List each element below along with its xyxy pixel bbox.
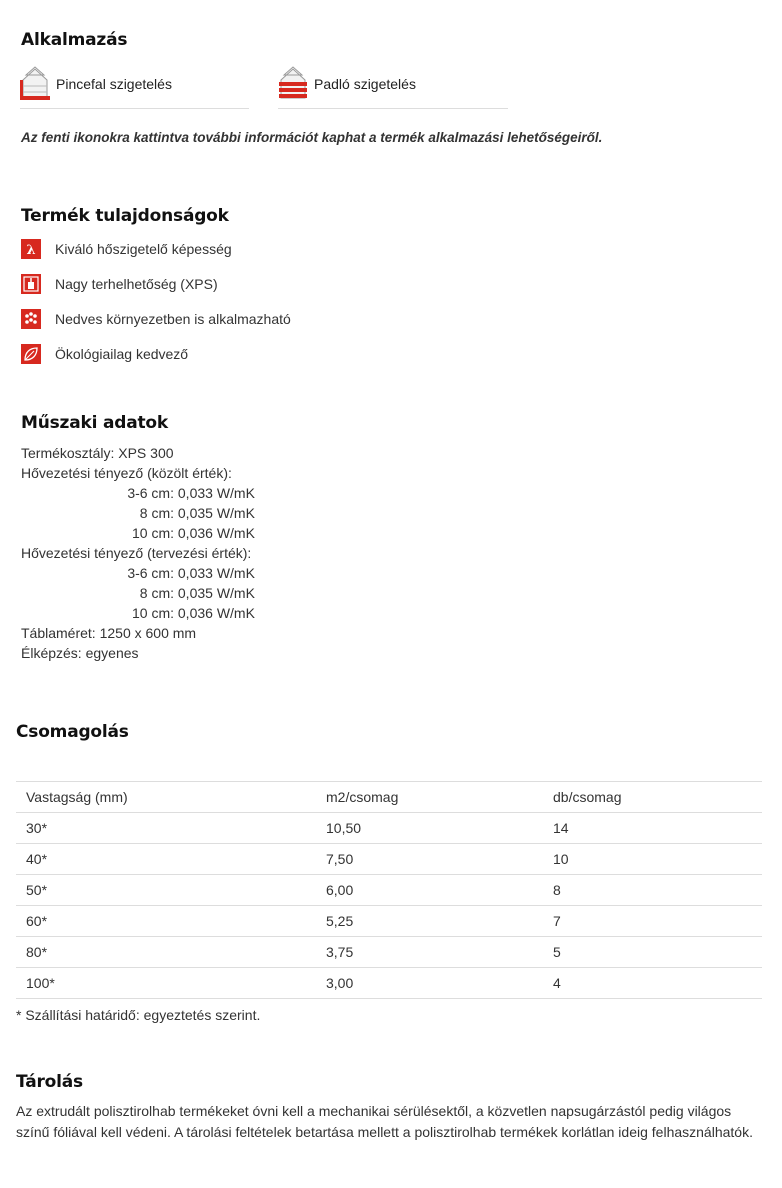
water-drops-icon (21, 309, 41, 329)
application-title: Alkalmazás (21, 30, 128, 50)
table-cell: 7,50 (316, 844, 543, 875)
application-item-label: Pincefal szigetelés (56, 76, 172, 92)
property-label: Nedves környezetben is alkalmazható (55, 311, 291, 327)
column-header: db/csomag (543, 782, 762, 813)
table-row (16, 937, 762, 968)
tech-row: Táblaméret: 1250 x 600 mm (21, 625, 197, 641)
technical-title: Műszaki adatok (21, 413, 168, 433)
tech-row (21, 523, 255, 543)
table-cell: 100* (16, 968, 316, 999)
leaf-icon (21, 344, 41, 364)
property-label: Nagy terhelhetőség (XPS) (55, 276, 218, 292)
properties-title: Termék tulajdonságok (21, 206, 229, 226)
technical-data (21, 443, 255, 663)
tech-value: 0,035 W/mK (174, 585, 255, 601)
tech-row (21, 583, 255, 603)
tech-key: 3-6 cm: (127, 565, 174, 581)
table-cell: 6,00 (316, 875, 543, 906)
tech-row (21, 483, 255, 503)
table-row (16, 875, 762, 906)
tech-value: 0,036 W/mK (174, 525, 255, 541)
floor-insulation-icon (278, 66, 308, 102)
table-cell: 3,00 (316, 968, 543, 999)
table-cell: 7 (543, 906, 762, 937)
tech-row: Termékosztály: XPS 300 (21, 445, 174, 461)
packaging-table (16, 781, 762, 999)
table-cell: 3,75 (316, 937, 543, 968)
tech-value: 0,033 W/mK (174, 565, 255, 581)
table-cell: 30* (16, 813, 316, 844)
basement-wall-insulation-icon (20, 66, 50, 102)
tech-value: 0,036 W/mK (174, 605, 255, 621)
table-cell: 5 (543, 937, 762, 968)
property-label: Kiváló hőszigetelő képesség (55, 241, 232, 257)
table-cell: 14 (543, 813, 762, 844)
table-row (16, 844, 762, 875)
table-cell: 10,50 (316, 813, 543, 844)
tech-value: 0,035 W/mK (174, 505, 255, 521)
tech-row: Hővezetési tényező (közölt érték): (21, 465, 232, 481)
application-item-floor[interactable] (278, 64, 508, 109)
tech-key: 10 cm: (131, 605, 174, 621)
tech-row (21, 563, 255, 583)
table-cell: 80* (16, 937, 316, 968)
tech-row: Élképzés: egyenes (21, 645, 139, 661)
application-item-label: Padló szigetelés (314, 76, 416, 92)
storage-text: Az extrudált polisztirolhab termékeket óvni kell a mechanikai sérülésektől, a közvetlen napsugárzástól pedig világos színű fóliával kell védeni. A tárolási feltételek betartása mellett a polisztirolhab termékek korlátlan ideig felhasználhatók. (16, 1103, 753, 1140)
column-header: m2/csomag (316, 782, 543, 813)
load-weight-icon (21, 274, 41, 294)
table-row (16, 813, 762, 844)
tech-key: 8 cm: (139, 585, 174, 601)
packaging-title: Csomagolás (16, 722, 129, 742)
tech-key: 8 cm: (139, 505, 174, 521)
svg-text:λ: λ (26, 243, 36, 258)
tech-row (21, 503, 255, 523)
property-label: Ökológiailag kedvező (55, 346, 189, 362)
table-header-row (16, 782, 762, 813)
table-cell: 50* (16, 875, 316, 906)
application-item-basement-wall[interactable] (20, 64, 249, 109)
tech-key: 3-6 cm: (127, 485, 174, 501)
table-cell: 10 (543, 844, 762, 875)
table-cell: 4 (543, 968, 762, 999)
lambda-icon (21, 239, 41, 259)
column-header: Vastagság (mm) (16, 782, 316, 813)
table-row (16, 906, 762, 937)
table-cell: 60* (16, 906, 316, 937)
tech-row (21, 603, 255, 623)
table-cell: 40* (16, 844, 316, 875)
table-cell: 5,25 (316, 906, 543, 937)
storage-title: Tárolás (16, 1072, 83, 1092)
table-row (16, 968, 762, 999)
tech-key: 10 cm: (131, 525, 174, 541)
packaging-footnote: * Szállítási határidő: egyeztetés szerint. (16, 1007, 261, 1023)
table-cell: 8 (543, 875, 762, 906)
application-note: Az fenti ikonokra kattintva további információt kaphat a termék alkalmazási lehetőségeiről. (21, 130, 603, 145)
tech-row: Hővezetési tényező (tervezési érték): (21, 545, 252, 561)
tech-value: 0,033 W/mK (174, 485, 255, 501)
